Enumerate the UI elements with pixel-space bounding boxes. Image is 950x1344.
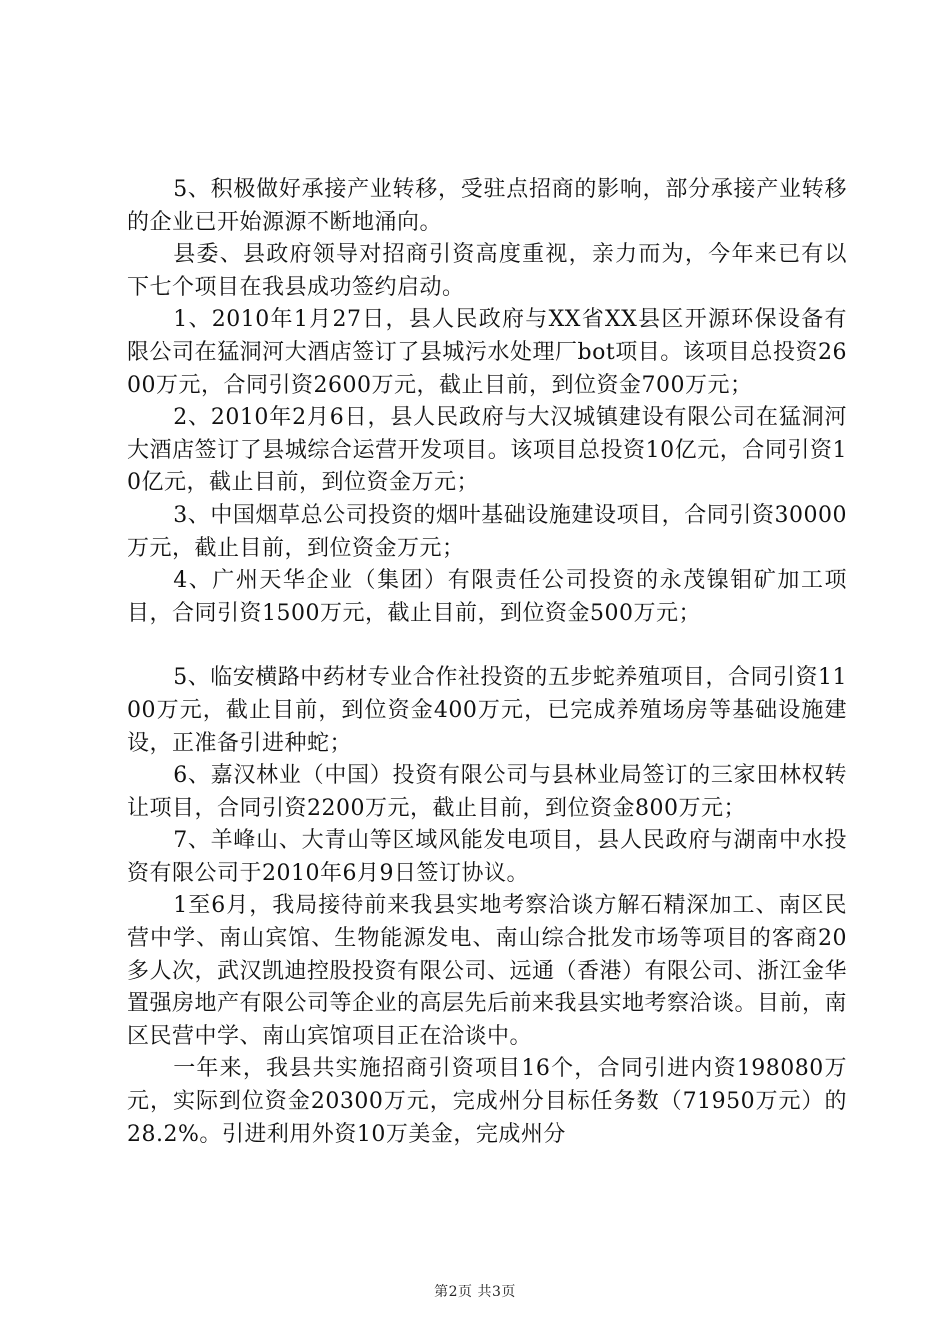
paragraph-leadership: 县委、县政府领导对招商引资高度重视，亲力而为，今年来已有以下七个项目在我县成功签约启动。	[127, 242, 847, 300]
paragraph-project-7: 7、羊峰山、大青山等区域风能发电项目，县人民政府与湖南中水投资有限公司于2010年6月9日签订协议。	[127, 828, 847, 886]
document-body	[127, 174, 847, 1151]
paragraph-visits: 1至6月，我局接待前来我县实地考察洽谈方解石精深加工、南区民营中学、南山宾馆、生物能源发电、南山综合批发市场等项目的客商20多人次，武汉凯迪控股投资有限公司、远通（香港）有限公司、浙江金华置强房地产有限公司等企业的高层先后前来我县实地考察洽谈。目前，南区民营中学、南山宾馆项目正在洽谈中。	[127, 893, 848, 1049]
paragraph-item-5-transfer: 5、积极做好承接产业转移，受驻点招商的影响，部分承接产业转移的企业已开始源源不断地涌向。	[127, 177, 847, 235]
page-footer	[0, 1281, 950, 1301]
paragraph-project-1: 1、2010年1月27日，县人民政府与XX省XX县区开源环保设备有限公司在猛洞河大酒店签订了县城污水处理厂bot项目。该项目总投资2600万元，合同引资2600万元，截止目前，到位资金700万元；	[127, 307, 847, 398]
paragraph-annual-summary: 一年来，我县共实施招商引资项目16个，合同引进内资198080万元，实际到位资金20300万元，完成州分目标任务数（71950万元）的28.2%。引进利用外资10万美金，完成州分	[127, 1056, 847, 1147]
paragraph-project-6: 6、嘉汉林业（中国）投资有限公司与县林业局签订的三家田林权转让项目，合同引资2200万元，截止目前，到位资金800万元；	[127, 763, 847, 821]
paragraph-project-4: 4、广州天华企业（集团）有限责任公司投资的永茂镍钼矿加工项目，合同引资1500万元，截止目前，到位资金500万元；	[127, 568, 847, 626]
paragraph-project-5: 5、临安横路中药材专业合作社投资的五步蛇养殖项目，合同引资1100万元，截止目前，到位资金400万元，已完成养殖场房等基础设施建设，正准备引进种蛇；	[127, 665, 847, 756]
paragraph-project-3: 3、中国烟草总公司投资的烟叶基础设施建设项目，合同引资30000万元，截止目前，到位资金万元；	[127, 502, 847, 561]
paragraph-project-2: 2、2010年2月6日，县人民政府与大汉城镇建设有限公司在猛洞河大酒店签订了县城综合运营开发项目。该项目总投资10亿元，合同引资10亿元，截止目前，到位资金万元；	[127, 405, 847, 496]
page-number-label: 第2页 共3页	[434, 1284, 516, 1300]
